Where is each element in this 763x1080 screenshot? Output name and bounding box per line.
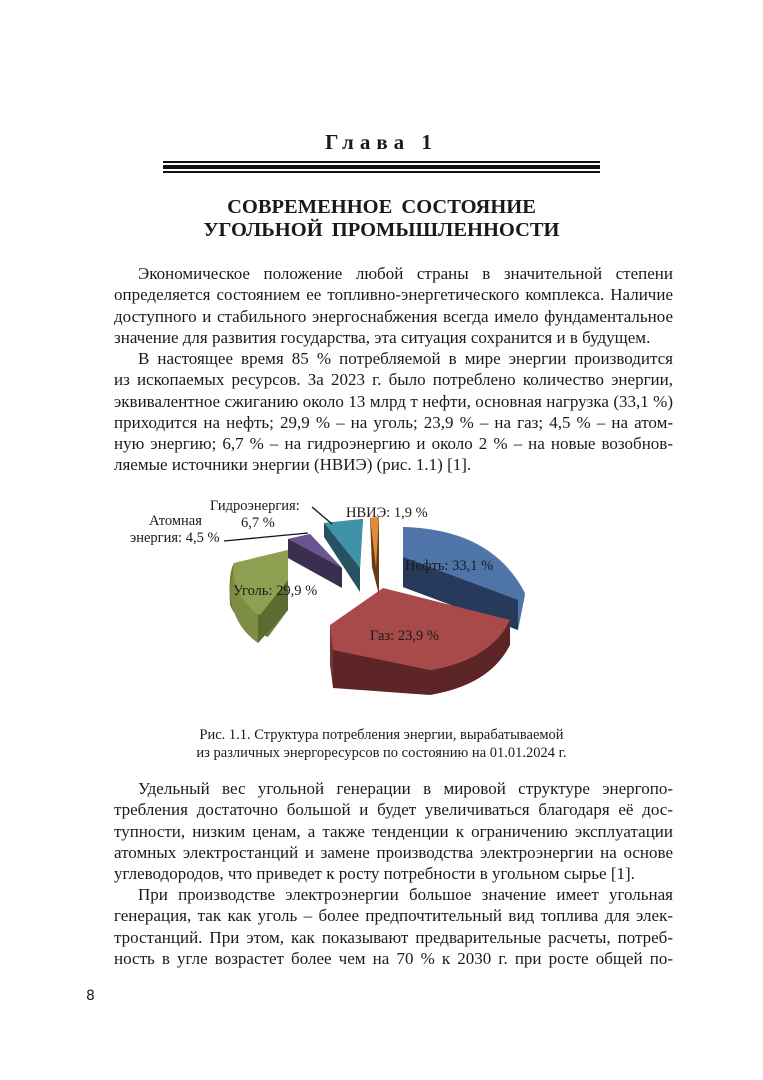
caption-line-1: Рис. 1.1. Структура потребления энергии, вырабатываемой — [199, 727, 564, 743]
text-line: требления достаточно большой и будет увеличиваться благодаря её дос- — [114, 800, 673, 820]
text-line: определяется состоянием ее топливно-энергетического комплекса. Наличие — [114, 285, 673, 305]
rule-line-top — [163, 161, 600, 163]
paragraph-3 — [114, 778, 673, 884]
caption-line-2: из различных энергоресурсов по состоянию на 01.01.2024 г. — [196, 745, 567, 761]
text-line: В настоящее время 85 % потребляемой в мире энергии производится — [138, 349, 673, 368]
label-hydro-line2: 6,7 % — [241, 515, 275, 531]
page-number: 8 — [86, 988, 95, 1004]
text-line: ность в угле возрастет более чем на 70 % к 2030 г. при росте общей по- — [114, 948, 673, 968]
text-line: значение для развития государства, эта ситуация сохранится и в будущем. — [114, 327, 651, 347]
text-line: доступного и стабильного энергоснабжения всегда имело фундаментальное — [114, 306, 673, 326]
text-line: тростанций. При этом, как показывают предварительные расчеты, потреб- — [114, 927, 673, 947]
label-oil: Нефть: 33,1 % — [405, 558, 494, 574]
slice-renew — [370, 517, 379, 595]
figure-caption — [0, 726, 763, 762]
label-nuclear-line2: энергия: 4,5 % — [130, 530, 220, 546]
pie-chart-figure — [120, 495, 540, 705]
paragraph-1 — [114, 263, 673, 348]
chapter-heading: Глава 1 — [325, 130, 438, 154]
text-line: ную энергию; 6,7 % – на гидроэнергию и около 2 % – на новые возобнов- — [114, 434, 673, 454]
label-coal: Уголь: 29,9 % — [233, 583, 318, 599]
text-line: из ископаемых ресурсов. За 2023 г. было потреблено количество энергии, — [114, 370, 673, 390]
text-line: Экономическое положение любой страны в значительной степени — [138, 264, 673, 283]
text-line: приходится на нефть; 29,9 % – на уголь; 23,9 % – на газ; 4,5 % – на атом- — [114, 412, 673, 432]
leader-line-hydro — [312, 507, 332, 524]
text-line: тупности, низким ценам, а также тенденции к ограничению эксплуатации — [114, 821, 673, 841]
text-line: При производстве электроэнергии большое значение имеет угольная — [138, 885, 673, 904]
paragraph-2 — [114, 348, 673, 476]
chapter-rule-divider — [163, 161, 600, 173]
chapter-title-line-2: УГОЛЬНОЙ ПРОМЫШЛЕННОСТИ — [203, 219, 560, 241]
text-line: ляемые источники энергии (НВИЭ) (рис. 1.1) [1]. — [114, 455, 472, 475]
label-nuclear-line1: Атомная — [149, 513, 202, 529]
chapter-title-line-1: СОВРЕМЕННОЕ СОСТОЯНИЕ — [227, 196, 536, 218]
text-line: эквивалентное сжиганию около 13 млрд т нефти, основная нагрузка (33,1 %) — [114, 391, 673, 411]
text-line: генерация, так как уголь – более предпочтительный вид топлива для элек- — [114, 906, 673, 926]
label-renewables: НВИЭ: 1,9 % — [346, 505, 428, 521]
text-line: углеводородов, что приведет к росту потребности в угольном сырье [1]. — [114, 864, 635, 884]
text-line: атомных электростанций и замене производства электроэнергии на основе — [114, 842, 673, 862]
label-hydro-line1: Гидроэнергия: — [210, 498, 300, 514]
rule-line-middle — [163, 165, 600, 169]
label-gas: Газ: 23,9 % — [370, 628, 439, 644]
chapter-title — [0, 196, 763, 242]
paragraph-4 — [114, 884, 673, 969]
rule-line-bottom — [163, 171, 600, 173]
text-line: Удельный вес угольной генерации в мировой структуре энергопо- — [138, 779, 673, 798]
